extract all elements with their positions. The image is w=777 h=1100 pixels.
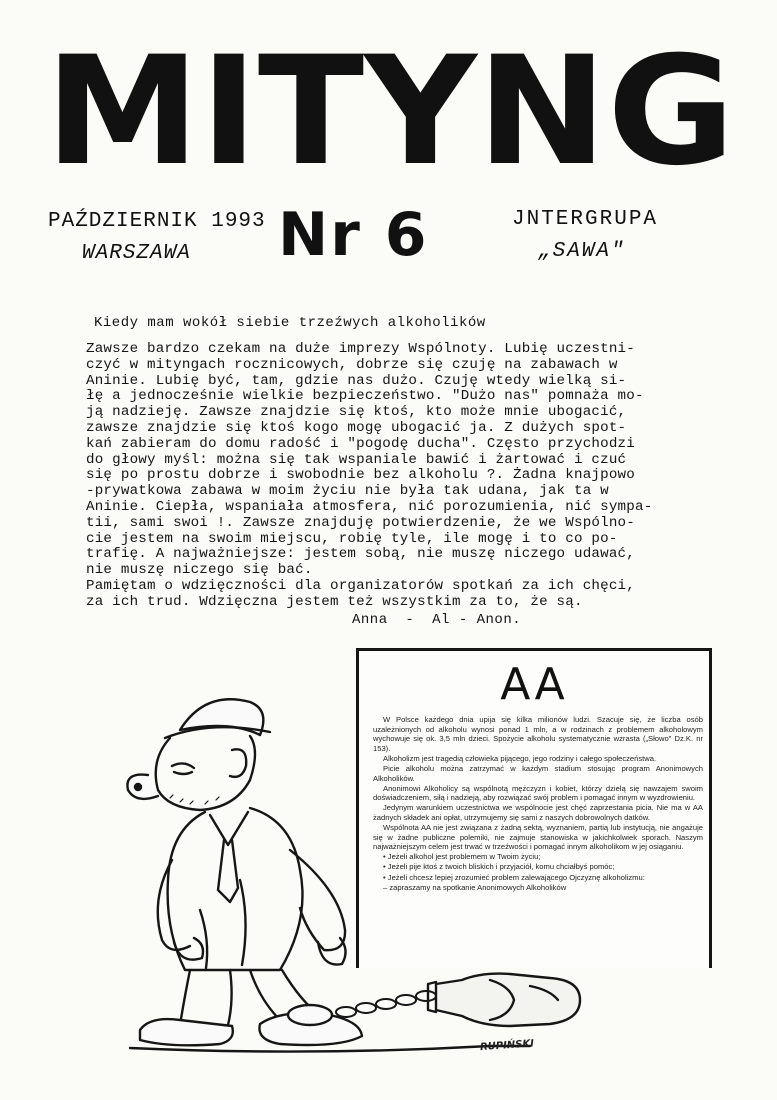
aa-heading: AA	[500, 659, 568, 710]
article-line: ją nadzieję. Zawsze znajdzie się ktoś, kto może mnie ubogacić,	[86, 404, 627, 421]
intergroup-block	[512, 204, 732, 268]
article-line: Pamiętam o wdzięczności dla organizatorów spotkań za ich chęci,	[86, 577, 635, 594]
aa-paragraph: Wspólnota AA nie jest związana z żadną sektą, wyznaniem, partią lub instytucją, nie angażuje się w żadne publiczne polemiki, nie zajmuje stanowiska w jakichkolwiek sporach. Naszym najważniejszym celem jest trwać w trzeźwości i pomagać innym alkoholikom w jej osiąganiu.	[373, 823, 703, 852]
masthead-logo	[40, 38, 740, 178]
masthead-title: MITYNG	[45, 38, 735, 178]
article-line: tii, sami swoi !. Zawsze znajduję potwierdzenie, że we Wspólno-	[86, 514, 635, 531]
aa-paragraph: Anonimowi Alkoholicy są wspólnotą mężczyzn i kobiet, którzy dzielą się nawzajem swoim doświadczeniem, siłą i nadzieją, aby rozwiązać swój problem i pomagać innym w wyzdrowieniu.	[373, 783, 703, 803]
aa-paragraph: Picie alkoholu można zatrzymać w każdym stadium stosując program Anonimowych Alkoholików.	[373, 763, 703, 783]
aa-bullet: – zapraszamy na spotkanie Anonimowych Alkoholików	[383, 882, 567, 892]
issue-number: Nr 6	[278, 200, 429, 270]
article-line: łę a jednocześnie wielkie bezpieczeństwo. "Dużo nas" pomnaża mo-	[86, 388, 644, 405]
aa-bullet: • Jeżeli pije ktoś z twoich bliskich i przyjaciół, komu chciałbyś pomóc;	[383, 862, 615, 872]
article-line: cie jestem na swoim miejscu, robię tyle, ile mogę i to co po-	[86, 530, 618, 547]
article-body	[86, 342, 776, 611]
intergroup-name: „SAWA"	[538, 240, 626, 263]
article-line: -prywatkowa zabawa w moim życiu nie była tak udana, jak ta w	[86, 483, 609, 500]
article-line: Aninie. Lubię być, tam, gdzie nas dużo. Czuję wtedy wielką si-	[86, 372, 627, 389]
issue-date: PAŹDZIERNIK 1993	[48, 210, 266, 233]
intergroup-label: JNTERGRUPA	[512, 208, 659, 231]
article-signature: Anna - Al - Anon.	[352, 612, 522, 628]
aa-info-box	[356, 648, 712, 968]
masthead	[40, 38, 740, 178]
article-line: kań zabieram do domu radość i "pogodę ducha". Często przychodzi	[86, 435, 635, 452]
article-line: Zawsze bardzo czekam na duże imprezy Wspólnoty. Lubię uczestni-	[86, 341, 635, 357]
article-line: czyć w mityngach rocznicowych, dobrze się czuję na zabawach w	[86, 356, 618, 373]
aa-text	[373, 715, 703, 893]
issue-date-block	[48, 206, 278, 270]
issue-city: WARSZAWA	[82, 242, 191, 265]
aa-paragraph: Alkoholizm jest tragedią człowieka pijącego, jego rodziny i całego społeczeństwa.	[383, 753, 657, 763]
article-title: Kiedy mam wokół siebie trzeźwych alkoholików	[94, 315, 486, 331]
aa-bullet: • Jeżeli chcesz lepiej zrozumieć problem zalewającego Ojczyznę alkoholizmu:	[383, 872, 645, 882]
article-line: zawsze znajdzie się ktoś kogo mogę ubogacić ja. Z dużych spot-	[86, 419, 627, 436]
article-line: Aninie. Ciepła, wspaniała atmosfera, nić porozumienia, nić sympa-	[86, 498, 653, 515]
aa-bullet: • Jeżeli alkohol jest problemem w Twoim życiu;	[383, 852, 541, 862]
article-line: do głowy myśl: można się tak wspaniale bawić i żartować i czuć	[86, 451, 627, 468]
article-line: się po prostu dobrze i swobodnie bez alkoholu ?. Żadna knajpowo	[86, 467, 635, 484]
cartoonist-signature: RUPIŃSKI	[479, 1038, 535, 1054]
article-line: nie muszę niczego się bać.	[86, 562, 313, 579]
article-line: trafię. A najważniejsze: jestem sobą, nie muszę niczego udawać,	[86, 546, 635, 563]
aa-paragraph: Jedynym warunkiem uczestnictwa we wspólnocie jest chęć zaprzestania picia. Nie ma w AA żadnych składek ani opłat, utrzymujemy się sami z naszych dobrowolnych datków.	[373, 803, 703, 822]
aa-paragraph: W Polsce każdego dnia upija się kilka milionów ludzi. Szacuje się, że liczba osób uzależnionych od alkoholu wynosi ponad 1 mln, a w rodzinach z problemem alkoholowym wychowuje się ok. 3,5 mln dzieci. Spożycie alkoholu systematycznie wzrasta („Słowo" Dz.K. nr 153).	[373, 715, 703, 753]
article-line: za ich trud. Wdzięczna jestem też wszystkim za to, że są.	[86, 593, 583, 610]
